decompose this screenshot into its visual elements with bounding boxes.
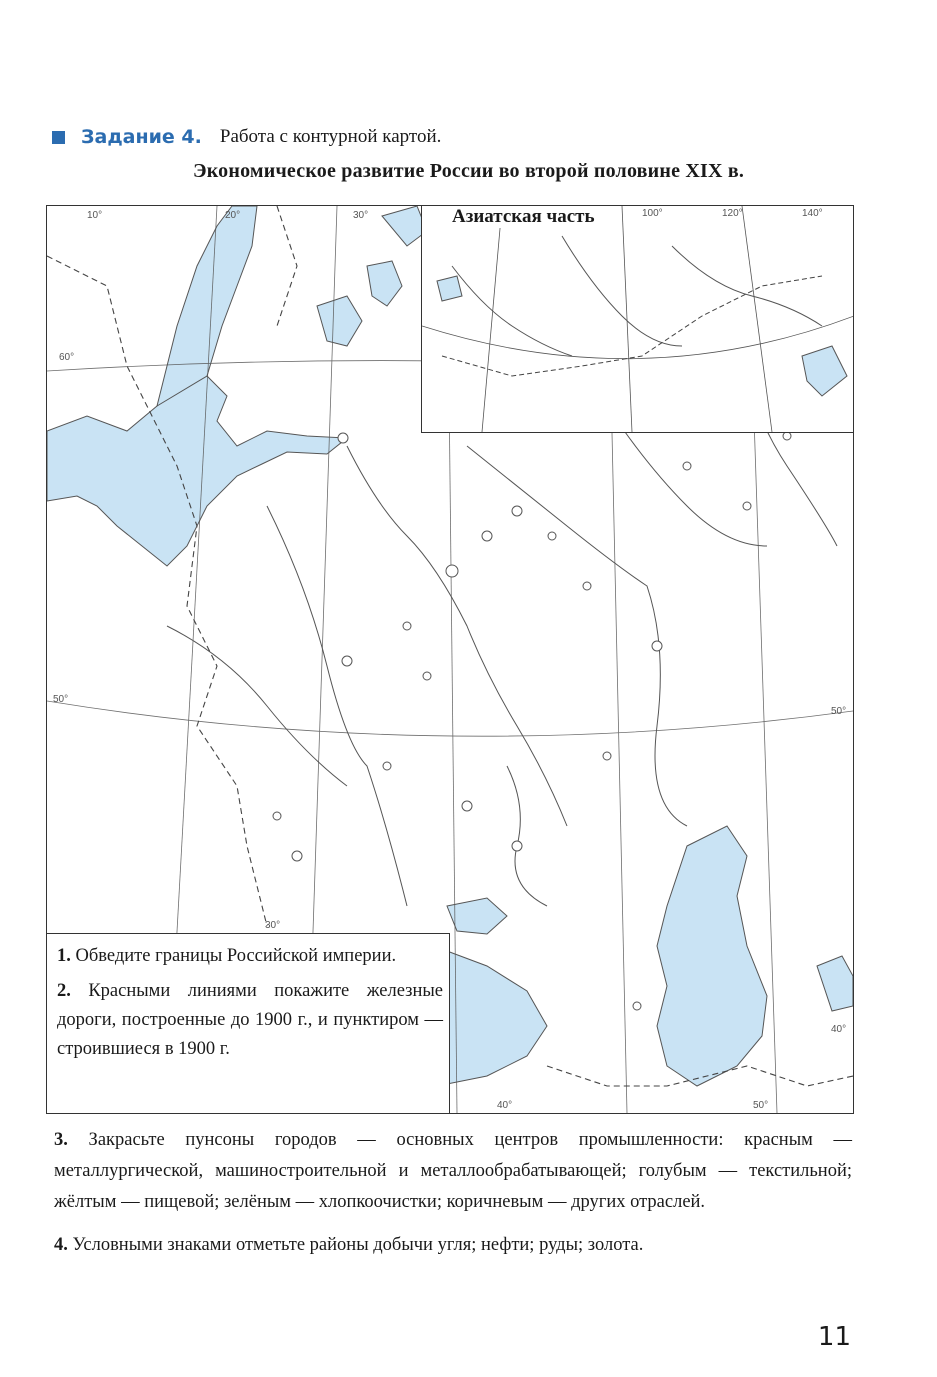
square-bullet-icon	[52, 131, 65, 144]
item-text: Закрасьте пунсоны городов — основных центров промышленности: красным — металлургической, машиностроительной и металлообрабатывающей; голубым — текстильной; жёлтым — пищевой; зелёным — хлопкоочистки; коричневым — других отраслей.	[54, 1130, 852, 1212]
inset-drawing	[422, 206, 854, 432]
contour-map	[46, 205, 854, 1114]
item-text: Обведите границы Российской империи.	[75, 946, 397, 966]
baltic-sea	[47, 376, 347, 566]
degree-label: 120°	[722, 208, 743, 219]
asian-part-inset	[421, 205, 854, 433]
page-number: 11	[817, 1322, 851, 1352]
degree-label: 10°	[87, 210, 103, 221]
degree-label: 30°	[353, 210, 369, 221]
task-item-3	[54, 1125, 852, 1218]
item-number: 4.	[54, 1235, 68, 1255]
degree-label: 50°	[753, 1100, 769, 1111]
lake-ladoga	[317, 296, 362, 346]
inset-title: Азиатская часть	[448, 206, 599, 228]
task-header	[52, 122, 441, 152]
degree-label: 40°	[831, 1024, 847, 1035]
item-text: Красными линиями покажите железные дороги, построенные до 1900 г., и пунктиром — строившиеся в 1900 г.	[57, 981, 443, 1059]
task-label: Задание 4.	[81, 126, 202, 148]
degree-label: 40°	[497, 1100, 513, 1111]
item-text: Условными знаками отметьте районы добычи угля; нефти; руды; золота.	[72, 1235, 644, 1255]
instructions-callout	[47, 933, 450, 1114]
lake-onega	[367, 261, 402, 306]
degree-label: 100°	[642, 208, 663, 219]
task-description: Работа с контурной картой.	[219, 126, 442, 147]
instruction-item-1	[47, 942, 449, 971]
degree-label: 50°	[831, 706, 847, 717]
caspian-sea	[657, 826, 767, 1086]
degree-label: 140°	[802, 208, 823, 219]
degree-label: 60°	[59, 352, 75, 363]
degree-label: 50°	[53, 694, 69, 705]
task-list	[54, 1125, 852, 1261]
aral-sea	[817, 956, 853, 1011]
item-number: 3.	[54, 1130, 68, 1150]
gulf-of-bothnia	[157, 206, 257, 406]
degree-label: 20°	[225, 210, 241, 221]
instruction-item-2	[47, 977, 449, 1064]
task-item-4	[54, 1230, 852, 1261]
sea-of-azov	[447, 898, 507, 934]
degree-label: 30°	[265, 920, 281, 931]
item-number: 1.	[57, 946, 71, 966]
map-title: Экономическое развитие России во второй половине XIX в.	[192, 160, 745, 182]
item-number: 2.	[57, 981, 71, 1001]
